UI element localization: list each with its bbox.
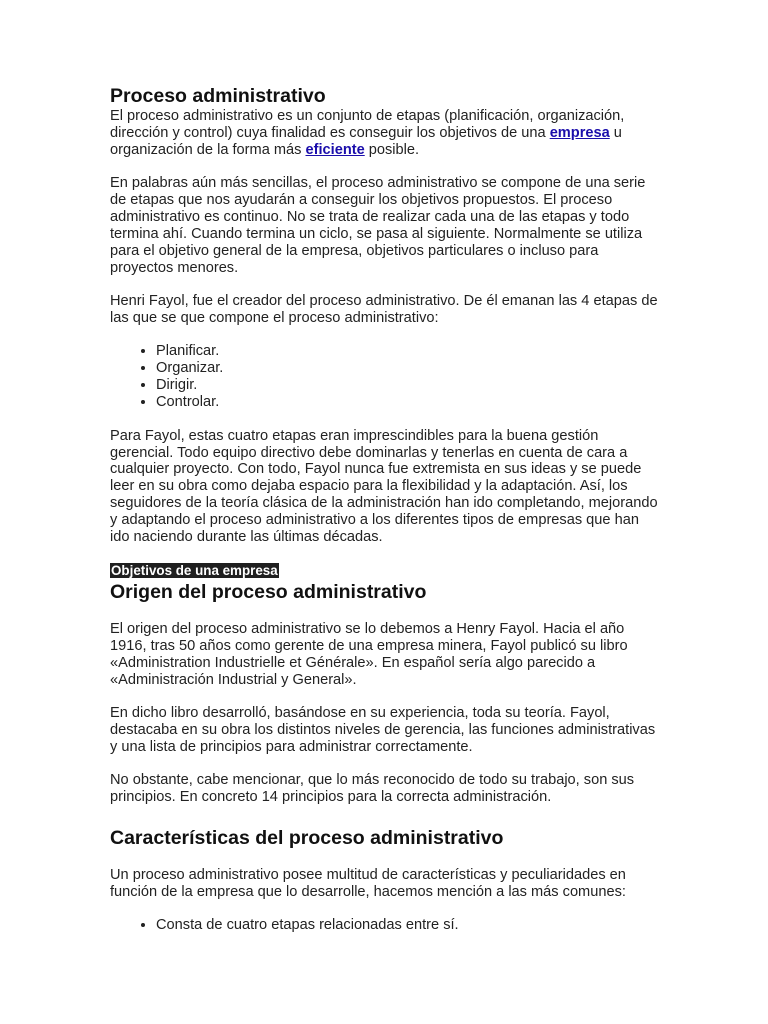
characteristics-list: [110, 917, 660, 934]
intro-text-2: u organización de la forma más: [110, 124, 622, 158]
intro-text-1: El proceso administrativo es un conjunto de etapas (planificación, organización, dirección y control) cuya finalidad es conseguir los objetivos de una: [110, 108, 625, 141]
intro-paragraph: [110, 108, 660, 159]
empresa-link[interactable]: empresa: [549, 124, 610, 141]
paragraph-fayol: Henri Fayol, fue el creador del proceso administrativo. De él emanan las 4 etapas de las que se que compone el proceso administrativo:: [110, 293, 658, 327]
stage-item-planificar: • Planificar.: [156, 343, 660, 360]
highlight-tag[interactable]: Objetivos de una empresa: [111, 562, 278, 578]
intro-text-3: posible.: [364, 141, 420, 158]
stage-item-dirigir: • Dirigir.: [156, 377, 660, 394]
origin-heading: Origen del proceso administrativo: [110, 580, 427, 603]
stage-item-organizar: • Organizar.: [156, 360, 660, 377]
eficiente-link[interactable]: eficiente: [305, 141, 365, 158]
stages-list: [110, 343, 660, 411]
article-title: Proceso administrativo: [110, 85, 326, 107]
stage-item-controlar: • Controlar.: [156, 394, 660, 411]
characteristic-item: • Consta de cuatro etapas relacionadas entre sí.: [156, 917, 660, 934]
characteristics-paragraph: Un proceso administrativo posee multitud de características y peculiaridades en función de la empresa que lo desarrolle, hacemos mención a las más comunes:: [110, 867, 626, 900]
article-body: [110, 84, 660, 934]
characteristics-heading: Características del proceso administrativo: [110, 827, 504, 849]
paragraph-definition: En palabras aún más sencillas, el proceso administrativo se compone de una serie de etapas que nos ayudarán a conseguir los objetivos propuestos. El proceso administrativo es continuo. No se trata de realizar cada una de las etapas y todo termina ahí. Cuando termina un ciclo, se pasa al siguiente. Normalmente se utiliza para el objetivo general de la empresa, objetivos particulares o incluso para proyectos menores.: [110, 175, 646, 276]
paragraph-importance: Para Fayol, estas cuatro etapas eran imprescindibles para la buena gestión gerencial. Todo equipo directivo debe dominarlas y tenerlas en cuenta de cara a cualquier proyecto. Con todo, Fayol nunca fue extremista en sus ideas y se puede leer en su obra como dejaba espacio para la flexibilidad y la adaptación. Así, los seguidores de la teoría clásica de la administración han ido completando, mejorando y adaptando el proceso administrativo a los diferentes tipos de empresas que han ido naciendo durante las últimas décadas.: [110, 427, 658, 546]
origin-paragraph-3: No obstante, cabe mencionar, que lo más reconocido de todo su trabajo, son sus principios. En concreto 14 principios para la correcta administración.: [110, 772, 635, 806]
origin-paragraph-2: En dicho libro desarrolló, basándose en su experiencia, toda su teoría. Fayol, destacaba en su obra los distintos niveles de gerencia, las funciones administrativas y una lista de principios para administrar correctamente.: [110, 704, 656, 755]
origin-paragraph-1: El origen del proceso administrativo se lo debemos a Henry Fayol. Hacia el año 1916, tras 50 años como gerente de una empresa minera, Fayol publicó su libro «Administration Industrielle et Générale». En español sería algo parecido a «Administración Industrial y General».: [110, 620, 628, 688]
